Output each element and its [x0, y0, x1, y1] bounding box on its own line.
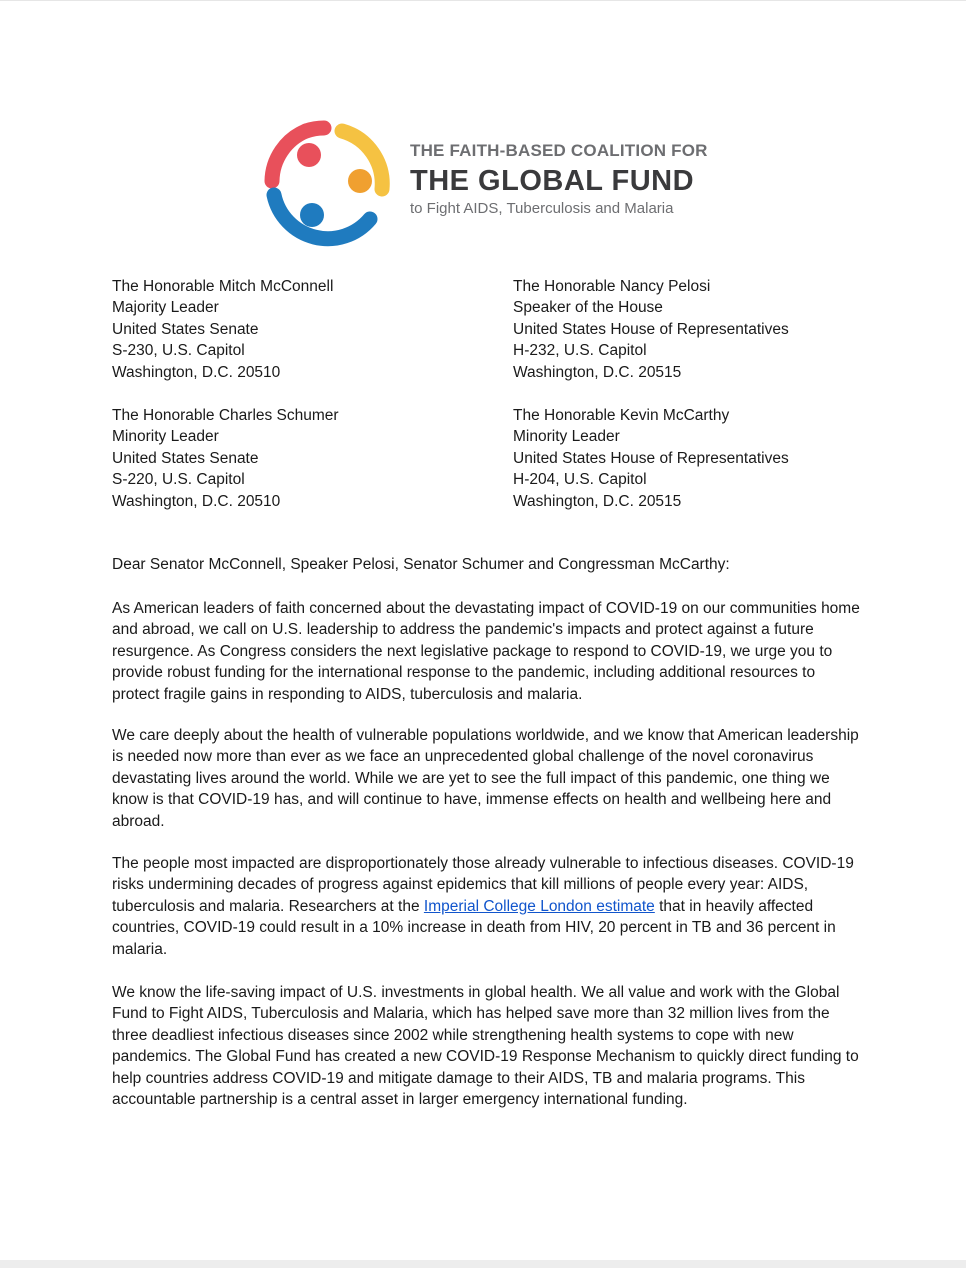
paragraph-4: We know the life-saving impact of U.S. investments in global health. We all value and work with the Global Fund to Fight AIDS, Tuberculosis and Malaria, which has helped save more than 32 million lives from the three deadliest infectious diseases since 2002 while strengthening health systems to cope with new pandemics. The Global Fund has created a new COVID-19 Response Mechanism to quickly direct funding to help countries address COVID-19 and mitigate damage to their AIDS, TB and malaria programs. This accountable partnership is a central asset in larger emergency international funding.	[112, 984, 859, 1109]
recipient-address-mcconnell	[112, 276, 492, 383]
recipient-office: H-204, U.S. Capitol	[513, 471, 647, 489]
recipient-title: Minority Leader	[513, 428, 620, 446]
recipient-name: The Honorable Charles Schumer	[112, 407, 339, 424]
paragraph-2: We care deeply about the health of vulnerable populations worldwide, and we know that American leadership is needed now more than ever as we face an unprecedented global challenge of the novel coronavirus devastating lives around the world. While we are yet to see the full impact of this pandemic, one thing we know is that COVID-19 has, and will continue to have, immense effects on health and wellbeing here and abroad.	[112, 727, 859, 830]
org-name-line1: THE FAITH-BASED COALITION FOR	[410, 141, 708, 160]
recipient-name: The Honorable Mitch McConnell	[112, 278, 334, 295]
recipient-body: United States House of Representatives	[513, 449, 789, 467]
recipient-office: S-230, U.S. Capitol	[112, 342, 245, 360]
recipient-city: Washington, D.C. 20515	[513, 363, 682, 381]
recipient-name: The Honorable Nancy Pelosi	[513, 278, 711, 295]
recipient-address-pelosi	[513, 276, 893, 383]
recipient-body: United States Senate	[112, 449, 259, 467]
organization-name	[410, 141, 830, 217]
paragraph-3	[112, 853, 864, 960]
page-bottom-edge	[0, 1260, 966, 1268]
recipient-title: Speaker of the House	[513, 299, 663, 317]
recipient-office: S-220, U.S. Capitol	[112, 471, 245, 489]
coalition-logo-icon	[262, 119, 392, 249]
recipient-office: H-232, U.S. Capitol	[513, 342, 647, 360]
paragraph-3-text-before: The people most impacted are disproportionately those already vulnerable to infectious diseases. COVID-19 risks undermining decades of progress against epidemics that kill millions of people every year: AIDS, tuberculosis and malaria. Researchers at the	[112, 855, 854, 915]
salutation: Dear Senator McConnell, Speaker Pelosi, Senator Schumer and Congressman McCarthy:	[112, 556, 730, 573]
recipient-address-mccarthy	[513, 405, 893, 512]
recipient-title: Minority Leader	[112, 428, 219, 446]
paragraph-1: As American leaders of faith concerned about the devastating impact of COVID-19 on our communities home and abroad, we call on U.S. leadership to address the pandemic's impacts and protect against a future resurgence. As Congress considers the next legislative package to respond to COVID-19, we urge you to provide robust funding for the international response to the pandemic, including additional resources to protect fragile gains in responding to AIDS, tuberculosis and malaria.	[112, 600, 860, 703]
paragraph-3-text-after: that in heavily affected countries, COVID-19 could result in a 10% increase in death from HIV, 20 percent in TB and 36 percent in malaria.	[112, 897, 836, 958]
org-name-line2: THE GLOBAL FUND	[410, 165, 695, 197]
recipient-name: The Honorable Kevin McCarthy	[513, 407, 730, 424]
recipient-city: Washington, D.C. 20510	[112, 492, 281, 510]
org-name-line3: to Fight AIDS, Tuberculosis and Malaria	[410, 200, 674, 217]
recipient-city: Washington, D.C. 20515	[513, 492, 682, 510]
imperial-college-estimate-link[interactable]: Imperial College London estimate	[423, 897, 655, 915]
recipient-body: United States Senate	[112, 320, 259, 338]
recipient-body: United States House of Representatives	[513, 320, 789, 338]
recipient-title: Majority Leader	[112, 299, 219, 317]
recipient-address-schumer	[112, 405, 492, 512]
recipient-city: Washington, D.C. 20510	[112, 363, 281, 381]
